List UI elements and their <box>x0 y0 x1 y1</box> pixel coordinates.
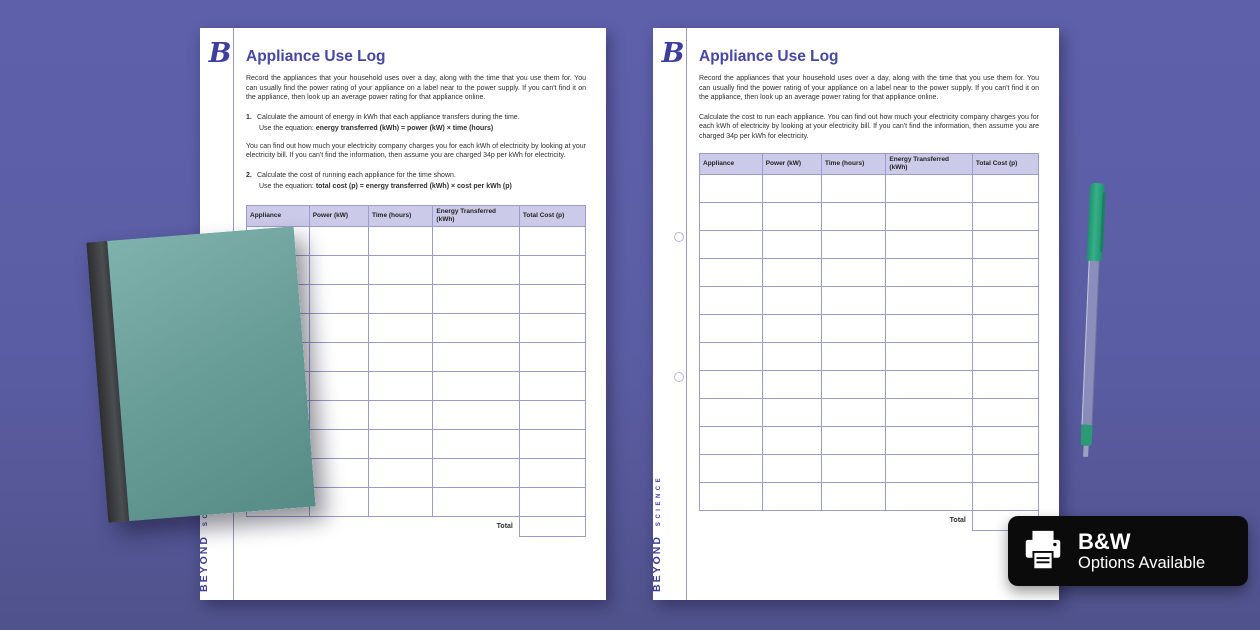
instruction-paragraph: Calculate the cost to run each appliance. You can find out how much your electricity company charges you for each kWh of electricity by looking at your electricity bill. If you can't find the information, then assume you are charged 34p per kWh for electricity. <box>699 113 1039 140</box>
empty-cell <box>700 371 763 399</box>
page-title: Appliance Use Log <box>699 48 839 65</box>
empty-cell <box>369 371 433 400</box>
col-header-power: Power (kW) <box>762 154 821 175</box>
empty-cell <box>886 259 972 287</box>
empty-cell <box>886 427 972 455</box>
pen-body <box>1082 261 1100 425</box>
empty-cell <box>309 487 368 516</box>
empty-cell <box>762 315 821 343</box>
empty-cell <box>886 455 972 483</box>
bw-options-badge <box>1008 516 1248 586</box>
empty-cell <box>972 343 1038 371</box>
equation-line <box>257 124 586 134</box>
empty-cell <box>700 343 763 371</box>
empty-cell <box>519 284 585 313</box>
hole-punch-mark <box>674 232 684 242</box>
table-row <box>700 259 1039 287</box>
green-ballpoint-pen <box>1074 183 1112 462</box>
col-header-energy: Energy Transferred (kWh) <box>886 154 972 175</box>
empty-cell <box>369 284 433 313</box>
empty-cell <box>369 313 433 342</box>
empty-cell <box>309 400 368 429</box>
empty-cell <box>309 458 368 487</box>
col-header-appliance: Appliance <box>700 154 763 175</box>
empty-cell <box>822 175 886 203</box>
empty-cell <box>700 287 763 315</box>
empty-cell <box>433 226 519 255</box>
equation-text: total cost (p) = energy transferred (kWh) × cost per kWh (p) <box>315 183 512 190</box>
table-row <box>700 315 1039 343</box>
total-row <box>700 511 1039 531</box>
empty-cell <box>886 203 972 231</box>
empty-cell <box>886 371 972 399</box>
total-value-cell <box>519 516 585 536</box>
total-label: Total <box>496 522 513 530</box>
table-row <box>700 427 1039 455</box>
step-number: 1. <box>246 113 252 121</box>
worksheet-page-right <box>653 28 1059 600</box>
table-row <box>700 287 1039 315</box>
empty-cell <box>822 427 886 455</box>
empty-cell <box>433 400 519 429</box>
empty-cell <box>519 371 585 400</box>
empty-cell <box>519 226 585 255</box>
intro-paragraph: Record the appliances that your household uses over a day, along with the time that you use them for. You can usually find the power rating of your appliance on a label near to the power supply. If you can't find it on the appliance, then look up an average power rating for that appliance online. <box>699 75 1039 101</box>
empty-cell <box>972 259 1038 287</box>
empty-cell <box>700 315 763 343</box>
empty-cell <box>309 313 368 342</box>
appliance-log-table <box>699 153 1039 531</box>
equation-prefix: Use the equation: <box>259 125 316 132</box>
empty-cell <box>972 203 1038 231</box>
total-label: Total <box>949 517 966 525</box>
empty-cell <box>433 487 519 516</box>
empty-cell <box>972 287 1038 315</box>
col-header-cost: Total Cost (p) <box>519 205 585 226</box>
equation-prefix: Use the equation: <box>259 183 316 190</box>
empty-cell <box>822 483 886 511</box>
step-2 <box>246 171 586 192</box>
notebook-cover <box>107 226 315 521</box>
equation-text: energy transferred (kWh) = power (kW) × time (hours) <box>315 125 494 132</box>
empty-cell <box>886 483 972 511</box>
empty-cell <box>519 400 585 429</box>
empty-cell <box>762 343 821 371</box>
empty-cell <box>433 342 519 371</box>
table-row <box>700 483 1039 511</box>
col-header-energy: Energy Transferred (kWh) <box>433 205 519 226</box>
intro-paragraph: Record the appliances that your household uses over a day, along with the time that you use them for. You can usually find the power rating of your appliance on a label near to the power supply. If you can't find it on the appliance, then look up an average power rating for that appliance online. <box>246 75 586 101</box>
empty-cell <box>762 287 821 315</box>
empty-cell <box>822 455 886 483</box>
empty-cell <box>433 313 519 342</box>
pen-tip <box>1083 446 1088 457</box>
step-text: Calculate the amount of energy in kWh that each appliance transfers during the time. <box>257 113 520 121</box>
empty-cell <box>309 226 368 255</box>
table-row <box>700 175 1039 203</box>
empty-cell <box>886 175 972 203</box>
empty-cell <box>369 255 433 284</box>
empty-cell <box>700 175 763 203</box>
empty-cell <box>519 255 585 284</box>
empty-cell <box>972 371 1038 399</box>
page-content <box>699 28 1039 531</box>
empty-cell <box>972 231 1038 259</box>
empty-cell <box>433 458 519 487</box>
empty-cell <box>369 458 433 487</box>
empty-cell <box>762 259 821 287</box>
step-number: 2. <box>246 171 252 179</box>
total-row <box>247 516 586 536</box>
badge-subtitle: Options Available <box>1078 554 1206 573</box>
table-header-row <box>700 154 1039 175</box>
table-row <box>700 455 1039 483</box>
empty-cell <box>700 203 763 231</box>
empty-cell <box>519 342 585 371</box>
pen-end-plug <box>1081 425 1093 446</box>
teal-notebook <box>86 226 315 522</box>
col-header-time: Time (hours) <box>822 154 886 175</box>
brand-name: BEYOND <box>198 535 210 592</box>
brand-name: BEYOND <box>651 535 663 592</box>
page-title: Appliance Use Log <box>246 48 386 65</box>
empty-cell <box>700 427 763 455</box>
empty-cell <box>700 259 763 287</box>
empty-cell <box>972 455 1038 483</box>
table-row <box>700 203 1039 231</box>
empty-cell <box>762 399 821 427</box>
empty-cell <box>822 315 886 343</box>
empty-cell <box>762 231 821 259</box>
empty-cell <box>762 427 821 455</box>
empty-cell <box>822 259 886 287</box>
empty-cell <box>700 231 763 259</box>
empty-cell <box>309 342 368 371</box>
empty-cell <box>972 175 1038 203</box>
empty-cell <box>519 487 585 516</box>
table-row <box>700 399 1039 427</box>
hole-punch-mark <box>674 372 684 382</box>
empty-cell <box>309 284 368 313</box>
empty-cell <box>822 287 886 315</box>
table-row <box>700 371 1039 399</box>
brand-vertical-text <box>651 475 663 592</box>
empty-cell <box>886 399 972 427</box>
empty-cell <box>369 342 433 371</box>
empty-cell <box>433 284 519 313</box>
empty-cell <box>369 487 433 516</box>
step-body <box>257 113 586 134</box>
empty-cell <box>762 483 821 511</box>
empty-cell <box>369 400 433 429</box>
empty-cell <box>433 429 519 458</box>
empty-cell <box>309 429 368 458</box>
empty-cell <box>886 287 972 315</box>
empty-cell <box>309 371 368 400</box>
empty-cell <box>369 429 433 458</box>
beyond-logo-icon: B <box>661 38 685 69</box>
empty-cell <box>822 371 886 399</box>
empty-cell <box>972 483 1038 511</box>
badge-text <box>1078 529 1205 573</box>
empty-cell <box>762 203 821 231</box>
empty-cell <box>972 399 1038 427</box>
col-header-appliance: Appliance <box>247 205 310 226</box>
step-text: Calculate the cost of running each appliance for the time shown. <box>257 171 456 179</box>
empty-cell <box>762 371 821 399</box>
table-row <box>700 343 1039 371</box>
billing-note: You can find out how much your electricity company charges you for each kWh of electricity by looking at your electricity bill. If you can't find the information, then assume you are charged 34p per kWh for electricity. <box>246 142 586 159</box>
step-body <box>257 171 586 192</box>
empty-cell <box>309 255 368 284</box>
col-header-cost: Total Cost (p) <box>972 154 1038 175</box>
empty-cell <box>972 427 1038 455</box>
equation-line <box>257 182 586 192</box>
empty-cell <box>700 455 763 483</box>
empty-cell <box>433 255 519 284</box>
empty-cell <box>433 371 519 400</box>
brand-subname: SCIENCE <box>656 474 662 527</box>
empty-cell <box>822 231 886 259</box>
step-1 <box>246 113 586 134</box>
empty-cell <box>762 175 821 203</box>
col-header-time: Time (hours) <box>369 205 433 226</box>
empty-cell <box>822 343 886 371</box>
badge-title: B&W <box>1078 528 1131 554</box>
printer-icon <box>1020 528 1066 574</box>
empty-cell <box>886 343 972 371</box>
empty-cell <box>822 203 886 231</box>
empty-cell <box>700 399 763 427</box>
empty-cell <box>369 226 433 255</box>
empty-cell <box>519 429 585 458</box>
table-header-row <box>247 205 586 226</box>
empty-cell <box>822 399 886 427</box>
margin-rule <box>686 28 687 600</box>
col-header-power: Power (kW) <box>309 205 368 226</box>
empty-cell <box>519 458 585 487</box>
empty-cell <box>886 231 972 259</box>
empty-cell <box>886 315 972 343</box>
table-row <box>700 231 1039 259</box>
empty-cell <box>972 315 1038 343</box>
beyond-logo-icon: B <box>208 38 232 69</box>
empty-cell <box>762 455 821 483</box>
empty-cell <box>519 313 585 342</box>
empty-cell <box>700 483 763 511</box>
table-row <box>247 226 586 255</box>
